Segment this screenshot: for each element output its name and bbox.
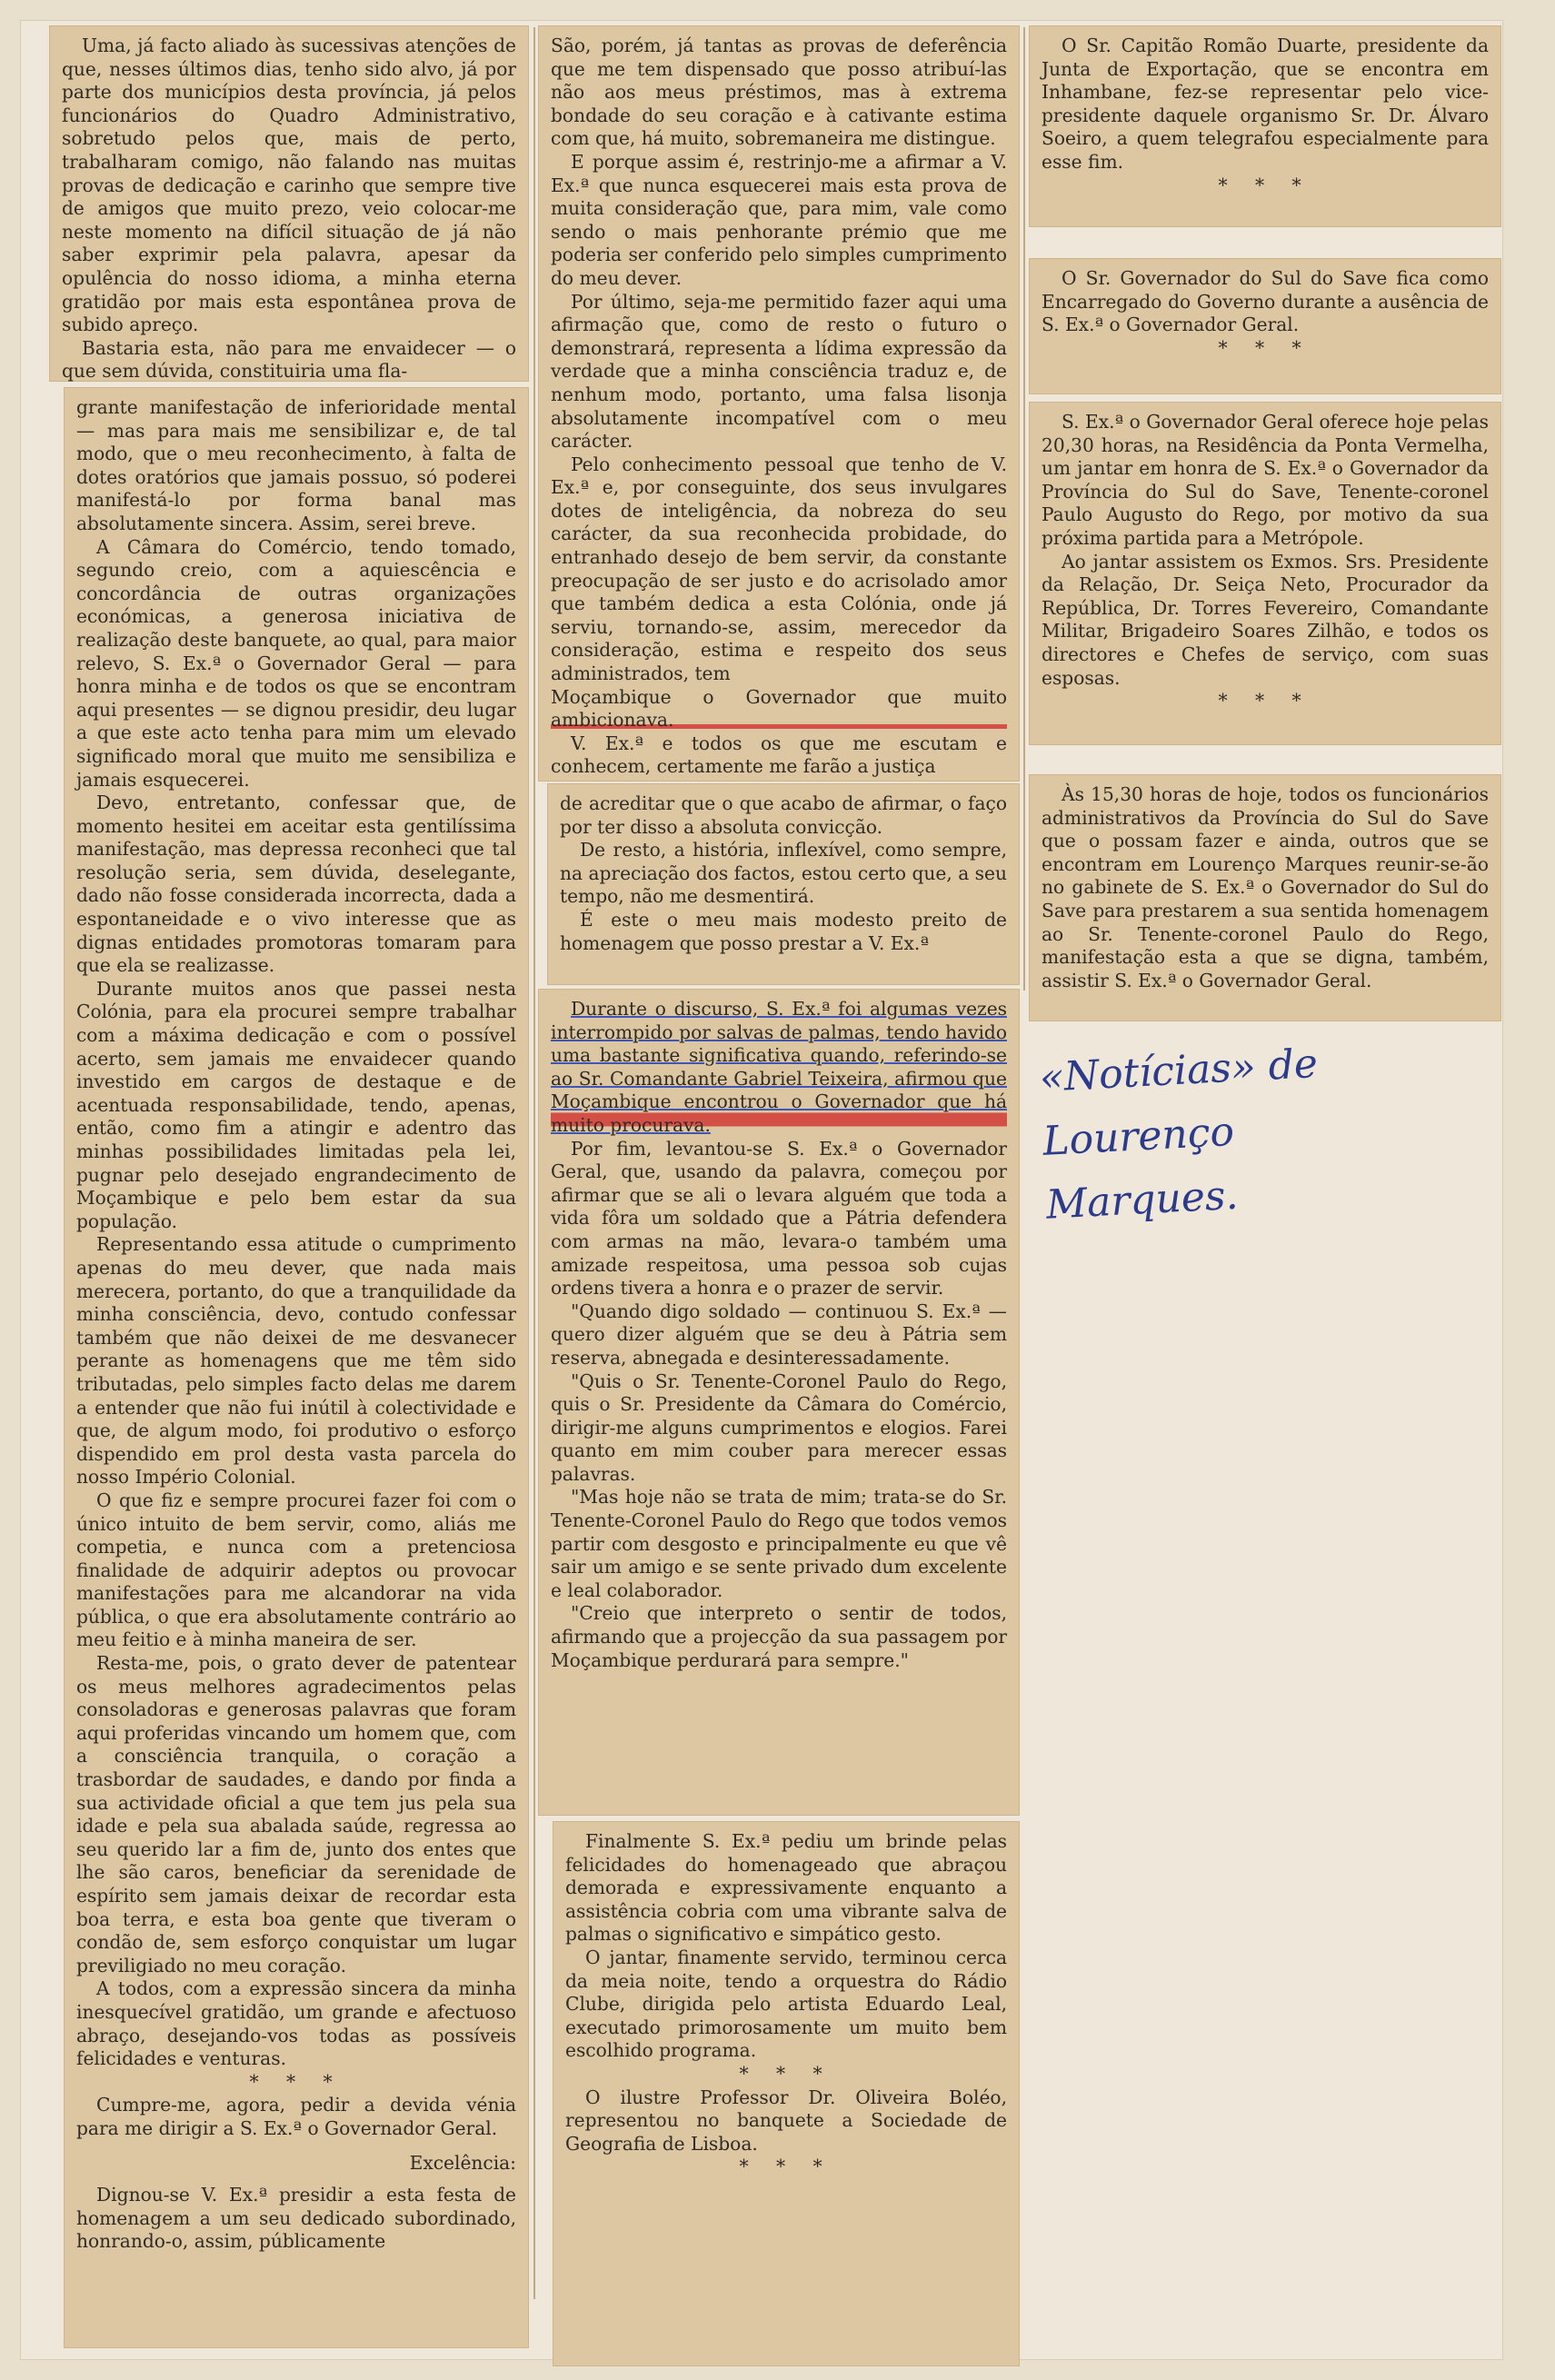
paragraph: "Mas hoje não se trata de mim; trata-se do Sr. Tenente-Coronel Paulo do Rego que todos vemos partir com desgosto e principalmente eu que vê sair um amigo e se sente privado dum excelente e leal colaborador.	[551, 1486, 1007, 1601]
paragraph: V. Ex.ª e todos os que me escutam e conhecem, certamente me farão a justiça	[551, 732, 1007, 778]
clipping-col2-d	[553, 1821, 1020, 2366]
clipping-col2-c	[538, 989, 1020, 1816]
paragraph: O Sr. Governador do Sul do Save fica como Encarregado do Governo durante a ausência de S. Ex.ª o Governador Geral.	[1042, 267, 1489, 336]
clipping-col2-a	[538, 25, 1020, 782]
clipping-col1-b	[64, 387, 529, 2348]
paragraph: O que fiz e sempre procurei fazer foi com o único intuito de bem servir, como, aliás me competia, e nunca com a pretenciosa finalidade de adquirir adeptos ou provocar manifestações para me alcandorar na vida pública, o que era absolutamente contrário ao meu feitio e à minha maneira de ser.	[76, 1489, 516, 1651]
paragraph: Devo, entretanto, confessar que, de momento hesitei em aceitar esta gentilíssima manifestação, mas depressa reconheci que tal resolução seria, sem dúvida, deselegante, dado não fosse considerada incorrecta, dada a espontaneidade e o vivo interesse que as dignas entidades promotoras tomaram para que ela se realizasse.	[76, 792, 516, 977]
column-gap	[1023, 27, 1025, 991]
paragraph: E porque assim é, restrinjo-me a afirmar a V. Ex.ª que nunca esquecerei mais esta prova de muita consideração que, para mim, vale como sendo o mais penhorante prémio que me poderia ser conferido pelo simples cumprimento do meu dever.	[551, 150, 1007, 289]
section-separator: * * *	[1218, 174, 1312, 196]
paragraph: É este o meu mais modesto preito de homenagem que posso prestar a V. Ex.ª	[560, 908, 1007, 954]
paragraph: "Quis o Sr. Tenente-Coronel Paulo do Rego, quis o Sr. Presidente da Câmara do Comércio, dirigir-me alguns cumprimentos e elogios. Farei quanto em mim couber para merecer essas palavras.	[551, 1369, 1007, 1485]
paragraph: Finalmente S. Ex.ª pediu um brinde pelas felicidades do homenageado que abraçou demorada e expressivamente enquanto a assistência cobria com uma vibrante salva de palmas o significativo e simpático gesto.	[565, 1830, 1007, 1946]
paragraph: "Quando digo soldado — continuou S. Ex.ª — quero dizer alguém que se deu à Pátria sem reserva, abnegada e desinteressadamente.	[551, 1300, 1007, 1369]
highlighted-paragraph: Durante o discurso, S. Ex.ª foi algumas vezes interrompido por salvas de palmas, tendo havido uma bastante significativa quando, referindo-se ao Sr. Comandante Gabriel Teixeira, afirmou que Moçambique encontrou o Governador que há muito procurava.	[551, 998, 1007, 1136]
paragraph: O jantar, finamente servido, terminou cerca da meia noite, tendo a orquestra do Rádio Clube, dirigida pelo artista Eduardo Leal, executado primorosamente um muito bem escolhido programa.	[565, 1946, 1007, 2062]
section-separator: * * *	[1218, 336, 1312, 359]
paragraph: S. Ex.ª o Governador Geral oferece hoje pelas 20,30 horas, na Residência da Ponta Vermelha, um jantar em honra de S. Ex.ª o Governador da Província do Sul do Save, Tenente-coronel Paulo Augusto do Rego, por motivo da sua próxima partida para a Metrópole.	[1042, 411, 1489, 549]
paragraph: Dignou-se V. Ex.ª presidir a esta festa de homenagem a um seu dedicado subordinado, honrando-o, assim, públicamente	[76, 2184, 516, 2253]
paragraph: "Creio que interpreto o sentir de todos, afirmando que a projecção da sua passagem por Moçambique perdurará para sempre."	[551, 1602, 1007, 1671]
clipping-col1-a	[49, 25, 529, 382]
paragraph: A todos, com a expressão sincera da minha inesquecível gratidão, um grande e afectuoso abraço, desejando-vos todas as possíveis felicidades e venturas.	[76, 1977, 516, 2070]
paper-sheet	[20, 20, 1503, 2360]
handwritten-line: «Notícias» de Lourenço	[1038, 1040, 1320, 1165]
paragraph: Por último, seja-me permitido fazer aqui uma afirmação que, como de resto o futuro o demonstrará, representa a lídima expressão da verdade que a minha consciência traduz e, de nenhum modo, portanto, uma falsa lisonja absolutamente incompatível com o meu carácter.	[551, 290, 1007, 453]
paragraph: Representando essa atitude o cumprimento apenas do meu dever, que nada mais merecera, portanto, do que a tranquilidade da minha consciência, devo, contudo confessar também que não deixei de me desvanecer perante as homenagens que me têm sido tributadas, pelo simples facto delas me darem a entender que não fui inútil à colectividade e que, de algum modo, foi produtivo o esforço dispendido em prol desta vasta parcela do nosso Império Colonial.	[76, 1233, 516, 1489]
paragraph: O ilustre Professor Dr. Oliveira Boléo, representou no banquete a Sociedade de Geografia de Lisboa.	[565, 2086, 1007, 2155]
paragraph: Às 15,30 horas de hoje, todos os funcionários administrativos da Província do Sul do Save que o possam fazer e ainda, outros que se encontram em Lourenço Marques reunir-se-ão no gabinete de S. Ex.ª o Governador do Sul do Save para prestarem a sua sentida homenagem ao Sr. Tenente-coronel Paulo do Rego, manifestação esta a que se digna, também, assistir S. Ex.ª o Governador Geral.	[1042, 783, 1489, 991]
paragraph: de acreditar que o que acabo de afirmar, o faço por ter disso a absoluta convicção.	[560, 792, 1007, 838]
paragraph: Bastaria esta, não para me envaidecer — o que sem dúvida, constituiria uma fla-	[62, 336, 516, 382]
paragraph: De resto, a história, inflexível, como sempre, na apreciação dos factos, estou certo que, a seu tempo, não me desmentirá.	[560, 839, 1007, 908]
section-separator: * * *	[739, 2062, 833, 2085]
paragraph: Resta-me, pois, o grato dever de patentear os meus melhores agradecimentos pelas consoladoras e generosas palavras que foram aqui proferidas vincando um homem que, com a consciência tranquila, o coração a trasbordar de saudades, e dando por finda a sua actividade oficial a que tem jus pela sua idade e pela sua abalada saúde, regressa ao seu querido lar a fim de, junto dos entes que lhe são caros, beneficiar da serenidade de espírito sem jamais deixar de recordar esta boa terra, e esta boa gente que tiveram o condão de, sem esforço conquistar um lugar previligiado no meu coração.	[76, 1652, 516, 1977]
column-gap	[533, 27, 535, 2299]
clipping-col3-b	[1029, 258, 1501, 394]
paragraph: Por fim, levantou-se S. Ex.ª o Governador Geral, que, usando da palavra, começou por afirmar que se ali o levara alguém que toda a vida fôra um soldado que a Pátria defendera com armas na mão, levara-o também uma amizade respeitosa, uma pessoa sob cujas ordens tivera a honra e o prazer de servir.	[551, 1137, 1007, 1300]
paragraph: Pelo conhecimento pessoal que tenho de V. Ex.ª e, por conseguinte, dos seus invulgares dotes de inteligência, da nobreza do seu carácter, da sua reconhecida probidade, do entranhado desejo de bem servir, da constante preocupação de ser justo e do acrisolado amor que também dedica a esta Colónia, onde já serviu, tornando-se, assim, merecedor da consideração, estima e respeito dos seus administrados, tem	[551, 453, 1007, 685]
paragraph: Uma, já facto aliado às sucessivas atenções de que, nesses últimos dias, tenho sido alvo, já por parte dos municípios desta província, já pelos funcionários do Quadro Administrativo, sobretudo pelos que, mais de perto, trabalharam comigo, não falando nas muitas provas de dedicação e carinho que sempre tive de amigos que muito prezo, veio colocar-me neste momento na difícil situação de já não saber exprimir pela palavra, apesar da opulência do nosso idioma, a minha eterna gratidão por mais esta espontânea prova de subido apreço.	[62, 35, 516, 336]
paragraph: Durante muitos anos que passei nesta Colónia, para ela procurei sempre trabalhar com a máxima dedicação e com o possível acerto, sem jamais me envaidecer quando investido em cargos de destaque e de acentuada responsabilidade, tendo, apenas, então, como fim a atingir e adentro das minhas possibilidades limitadas pela lei, pugnar pelo desejado engrandecimento de Moçambique e pelo bem estar da sua população.	[76, 977, 516, 1232]
handwritten-caption	[1038, 1024, 1483, 1238]
paragraph: São, porém, já tantas as provas de deferência que me tem dispensado que posso atribuí-las não aos meus préstimos, mas à extrema bondade do seu coração e à cativante estima com que, há muito, sobremaneira me distingue.	[551, 35, 1007, 150]
clipping-col3-c	[1029, 402, 1501, 745]
clipping-col3-a	[1029, 25, 1501, 227]
paragraph: A Câmara do Comércio, tendo tomado, segundo creio, com a aquiescência e concordância de outras organizações económicas, a generosa iniciativa de realização deste banquete, ao qual, para maior relevo, S. Ex.ª o Governador Geral — para honra minha e de todos os que se encontram aqui presentes — se dignou presidir, deu lugar a que este acto tenha para mim um elevado significado moral que muito me sensibiliza e jamais esquecerei.	[76, 535, 516, 791]
section-separator: * * *	[739, 2156, 833, 2178]
clipping-col3-d	[1029, 774, 1501, 1021]
section-separator: * * *	[1218, 690, 1312, 712]
paragraph: Ao jantar assistem os Exmos. Srs. Presidente da Relação, Dr. Seiça Neto, Procurador da República, Dr. Torres Fevereiro, Comandante Militar, Brigadeiro Soares Zilhão, e todos os directores e Chefes de serviço, com suas esposas.	[1042, 550, 1489, 689]
clipping-col2-b	[547, 783, 1020, 985]
paragraph: grante manifestação de inferioridade mental — mas para mais me sensibilizar e, de tal modo, que o meu reconhecimento, à falta de dotes oratórios que jamais possuo, só poderei manifestá-lo por forma banal mas absolutamente sincera. Assim, serei breve.	[76, 396, 516, 534]
highlighted-sentence: Moçambique o Governador que muito ambicionava.	[551, 685, 1007, 732]
paragraph: Cumpre-me, agora, pedir a devida vénia para me dirigir a S. Ex.ª o Governador Geral.	[76, 2094, 516, 2139]
salutation: Excelência:	[409, 2151, 516, 2174]
section-separator: * * *	[249, 2070, 344, 2093]
handwritten-line: Marques.	[1044, 1171, 1240, 1229]
paragraph: O Sr. Capitão Romão Duarte, presidente da Junta de Exportação, que se encontra em Inhambane, fez-se representar pelo vice-presidente daquele organismo Sr. Dr. Álvaro Soeiro, a quem telegrafou especialmente para esse fim.	[1042, 35, 1489, 173]
